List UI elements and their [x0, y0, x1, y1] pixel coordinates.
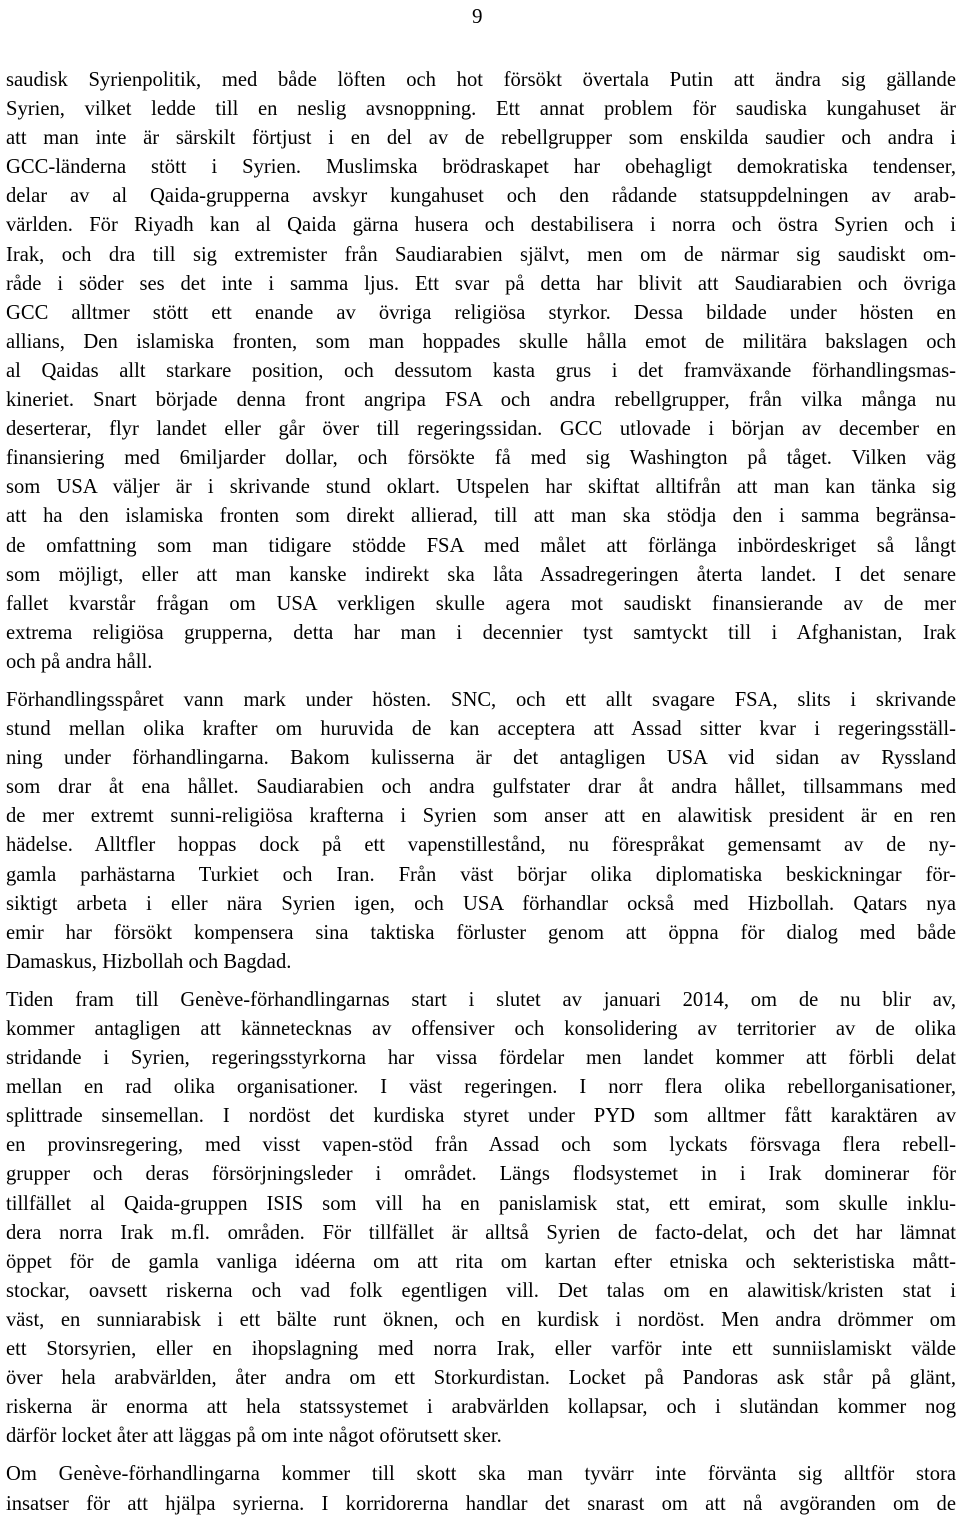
paragraph [6, 66, 956, 677]
page-number: 9 [472, 4, 483, 28]
text-line: siktigt arbeta i eller nära Syrien igen, och USA förhandlar också med Hizbollah. Qatars nya [6, 892, 956, 915]
text-line: Syrien, vilket ledde till en neslig avsnoppning. Ett annat problem för saudiska kungahuset är [6, 98, 956, 121]
text-line: insatser för att hjälpa syrierna. I korridorerna handlar det snarast om att nå avgöranden om de [6, 1492, 956, 1515]
text-line: de mer extremt sunni-religiösa krafterna i Syrien som anser att en alawitisk president är en ren [6, 805, 956, 828]
text-line: allians, Den islamiska fronten, som man hoppades skulle hålla emot de militära bakslagen och [6, 330, 956, 353]
text-line: som USA väljer är i skrivande stund oklart. Utspelen har skiftat alltifrån att man kan tänka sig [6, 476, 956, 499]
text-line: delar av al Qaida-grupperna avskyr kungahuset och den rådande statsuppdelningen av arab- [6, 185, 956, 208]
paragraph [6, 1460, 956, 1518]
text-line: Förhandlingsspåret vann mark under hösten. SNC, och ett allt svagare FSA, slits i skrivande [6, 688, 956, 711]
text-line: tillfället al Qaida-gruppen ISIS som vill ha en panislamisk stat, ett emirat, som skulle inklu- [6, 1192, 956, 1215]
text-line: GCC alltmer stött ett enande av övriga religiösa styrkor. Dessa bildade under hösten en [6, 301, 956, 324]
text-line: Om Genève-förhandlingarna kommer till skott ska man tyvärr inte förvänta sig alltför stora [6, 1463, 956, 1486]
text-line: som möjligt, eller att man kanske indirekt ska låta Assadregeringen återta landet. I det senare [6, 563, 956, 586]
text-line: Tiden fram till Genève-förhandlingarnas start i slutet av januari 2014, om de nu blir av, [6, 988, 956, 1011]
text-line: Irak, och dra till sig extremister från Saudiarabien självt, men om de närmar sig saudiskt om- [6, 243, 956, 266]
text-line: deserterar, flyr landet eller går över till regeringssidan. GCC utlovade i början av december en [6, 418, 956, 441]
text-line: dera norra Irak m.fl. områden. För tillfället är alltså Syrien de facto-delat, och det har lämnat [6, 1221, 956, 1244]
text-line: över hela arabvärlden, åter andra om ett Storkurdistan. Locket på Pandoras ask står på glänt, [6, 1367, 956, 1390]
text-line: att ha den islamiska fronten som direkt allierad, till att man ska stödja den i samma begränsa- [6, 505, 956, 528]
text-line: saudisk Syrienpolitik, med både löften och hot försökt övertala Putin att ändra sig gällande [6, 69, 956, 91]
text-line: al Qaidas allt starkare position, och dessutom kasta grus i det framväxande förhandlingsmas- [6, 359, 956, 382]
text-line: finansiering med 6miljarder dollar, och försökte få med sig Washington på tåget. Vilken väg [6, 447, 956, 470]
text-line: att man inte är särskilt förtjust i en del av de rebellgrupper som enskilda saudier och andra i [6, 127, 956, 150]
text-line: stund mellan olika krafter om huruvida de kan acceptera att Assad sitter kvar i regeringsställ- [6, 718, 956, 741]
text-line: ett Storsyrien, eller en ihopslagning med norra Irak, eller varför inte ett sunniislamiskt välde [6, 1338, 956, 1361]
text-line: grupper och deras försörjningsleder i området. Längs flodsystemet in i Irak dominerar för [6, 1163, 956, 1186]
text-line: ning under förhandlingarna. Bakom kulisserna är det antagligen USA vid sidan av Ryssland [6, 747, 956, 770]
text-line: en provinsregering, med visst vapen-stöd från Assad och som lyckats försvaga flera rebell- [6, 1134, 956, 1157]
text-line: kineriet. Snart började denna front angripa FSA och andra rebellgrupper, från vilka många nu [6, 389, 956, 412]
text-line: öppet för de gamla vanliga idéerna om att rita om kartan efter etniska och sekteristiska mått- [6, 1250, 956, 1273]
text-line: emir har försökt kompensera sina taktiska förluster genom att öppna för dialog med både [6, 921, 956, 944]
text-line: som drar åt ena hållet. Saudiarabien och andra gulfstater drar åt andra hållet, tillsammans med [6, 776, 956, 799]
text-line: världen. För Riyadh kan al Qaida gärna husera och destabilisera i norra och östra Syrien och i [6, 214, 956, 237]
text-line: stridande i Syrien, regeringsstyrkorna har vissa fördelar men landet kommer att förbli delat [6, 1047, 956, 1070]
paragraph [6, 986, 956, 1452]
text-line: mellan en rad olika organisationer. I väst regeringen. I norr flera olika rebellorganisationer, [6, 1076, 956, 1099]
text-line: och på andra håll. [6, 650, 153, 673]
document-body [6, 66, 956, 1528]
text-line: extrema religiösa grupperna, detta har man i decennier tyst samtyckt till i Afghanistan, Irak [6, 621, 956, 644]
text-line: kommer antagligen att kännetecknas av offensiver och konsolidering av territorier av de olika [6, 1018, 956, 1040]
text-line: GCC-länderna stött i Syrien. Muslimska brödraskapet har obehagligt demokratiska tendenser, [6, 156, 956, 179]
text-line: de omfattning som man tidigare stödde FSA med målet att förlänga inbördeskriget så långt [6, 534, 956, 557]
text-line: stockar, oavsett riskerna och vad folk egentligen vill. Det talas om en alawitisk/kristen stat i [6, 1279, 956, 1302]
text-line: därför locket åter att läggas på om inte något oförutsett sker. [6, 1425, 502, 1448]
text-line: råde i söder ses det inte i samma ljus. Ett svar på detta har blivit att Saudiarabien och övriga [6, 272, 956, 295]
text-line: gamla parhästarna Turkiet och Iran. Från väst börjar olika diplomatiska beskickningar för- [6, 863, 956, 886]
text-line: väst, en sunniarabisk i ett bälte runt öknen, och en kurdisk i nordöst. Men andra drömmer om [6, 1308, 956, 1331]
paragraph [6, 686, 956, 977]
text-line: hädelse. Alltfler hoppas dock på ett vapenstillestånd, nu förespråkat gemensamt av de ny- [6, 834, 956, 857]
text-line: fallet kvarstår frågan om USA verkligen skulle agera mot saudiskt finansierande av de mer [6, 592, 956, 615]
text-line: Damaskus, Hizbollah och Bagdad. [6, 950, 292, 973]
text-line: riskerna är enorma att hela statssystemet i arabvärlden kollapsar, och i slutändan kommer nog [6, 1396, 956, 1419]
text-line: splittrade sinsemellan. I nordöst det kurdiska styret under PYD som alltmer fått karaktären av [6, 1105, 956, 1128]
